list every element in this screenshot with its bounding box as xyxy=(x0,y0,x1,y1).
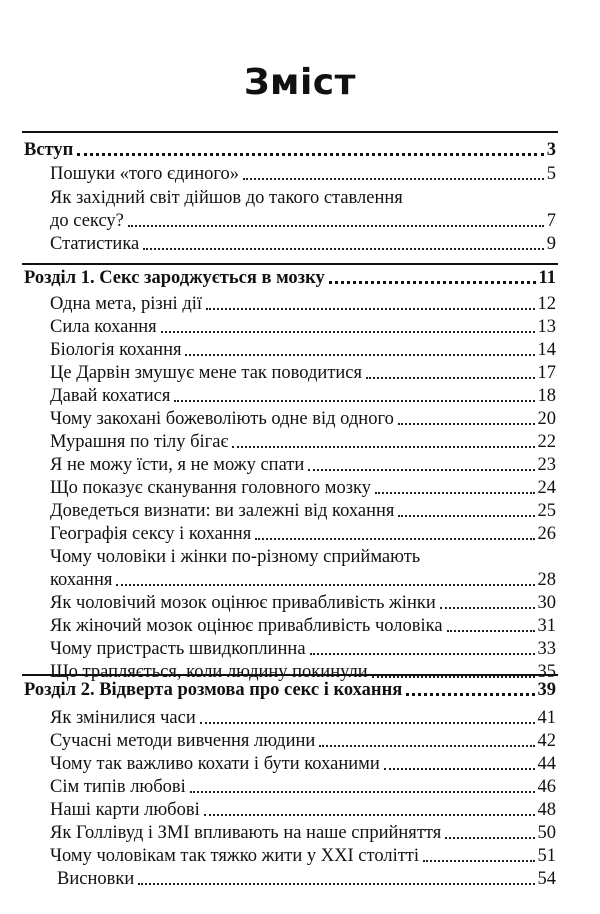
toc-page-number: 17 xyxy=(537,363,556,383)
toc-entry-label: Сучасні методи вивчення людини xyxy=(50,731,316,751)
toc-page-number: 24 xyxy=(537,478,556,498)
toc-entry[interactable] xyxy=(50,384,556,408)
divider xyxy=(22,263,558,265)
toc-heading-label: Вступ xyxy=(24,140,74,160)
toc-heading-label: Розділ 2. Відверта розмова про секс і кохання xyxy=(24,680,403,700)
toc-entry[interactable] xyxy=(50,591,556,615)
toc-heading-chapter-1[interactable] xyxy=(24,266,556,290)
toc-page-number: 44 xyxy=(537,754,556,774)
toc-entry[interactable] xyxy=(50,637,556,661)
toc-heading-label: Розділ 1. Секс зароджується в мозку xyxy=(24,268,325,288)
toc-entry-label: Чому чоловіки і жінки по-різному сприймають xyxy=(50,547,421,567)
divider xyxy=(22,131,558,133)
toc-page-number: 28 xyxy=(537,570,556,590)
dot-leader xyxy=(138,883,534,885)
toc-page-number: 50 xyxy=(537,823,556,843)
toc-entry-label: Як чоловічий мозок оцінює привабливість жінки xyxy=(50,593,436,613)
toc-heading-intro[interactable] xyxy=(24,138,556,162)
toc-entry[interactable] xyxy=(50,522,556,546)
toc-page-number: 14 xyxy=(537,340,556,360)
toc-heading-chapter-2[interactable] xyxy=(24,678,556,702)
toc-entry-label: Давай кохатися xyxy=(50,386,171,406)
toc-entry[interactable] xyxy=(50,453,556,477)
dot-leader xyxy=(406,693,534,696)
dot-leader xyxy=(445,837,534,839)
dot-leader xyxy=(384,768,535,770)
toc-entry-label: Біологія кохання xyxy=(50,340,182,360)
toc-entry[interactable] xyxy=(50,545,556,569)
dot-leader xyxy=(143,248,544,250)
toc-entry[interactable] xyxy=(50,338,556,362)
toc-entry-label: Чому так важливо кохати і бути коханими xyxy=(50,754,380,774)
toc-entry[interactable] xyxy=(50,232,556,256)
toc-entry-label: Мурашня по тілу бігає xyxy=(50,432,229,452)
dot-leader xyxy=(398,515,534,517)
toc-entry-label: Пошуки «того єдиного» xyxy=(50,164,239,184)
toc-entry-label: Що показує сканування головного мозку xyxy=(50,478,372,498)
toc-entry[interactable] xyxy=(50,706,556,730)
toc-page-number: 41 xyxy=(537,708,556,728)
dot-leader xyxy=(243,178,544,180)
toc-entry-label: Сім типів любові xyxy=(50,777,186,797)
toc-page-number: 9 xyxy=(546,234,556,254)
toc-entry[interactable] xyxy=(50,361,556,385)
toc-page-number: 51 xyxy=(537,846,556,866)
dot-leader xyxy=(375,492,534,494)
dot-leader xyxy=(161,331,535,333)
toc-page-number: 33 xyxy=(537,639,556,659)
dot-leader xyxy=(116,584,534,586)
toc-entry-label: Доведеться визнати: ви залежні від кохання xyxy=(50,501,395,521)
toc-page-number: 13 xyxy=(537,317,556,337)
toc-entry-label: Чому чоловікам так тяжко жити у XXI столітті xyxy=(50,846,420,866)
toc-page-number: 23 xyxy=(537,455,556,475)
toc-page-number: 26 xyxy=(537,524,556,544)
toc-entry[interactable] xyxy=(50,476,556,500)
toc-entry[interactable] xyxy=(50,775,556,799)
toc-entry-label: Географія сексу і кохання xyxy=(50,524,252,544)
dot-leader xyxy=(310,653,535,655)
dot-leader xyxy=(423,860,534,862)
toc-entry-label: Це Дарвін змушує мене так поводитися xyxy=(50,363,363,383)
dot-leader xyxy=(440,607,535,609)
dot-leader xyxy=(185,354,534,356)
toc-entry[interactable] xyxy=(50,752,556,776)
dot-leader xyxy=(447,630,535,632)
toc-entry-label: кохання xyxy=(50,570,113,590)
toc-entry-label: Статистика xyxy=(50,234,140,254)
toc-entry[interactable] xyxy=(50,568,556,592)
dot-leader xyxy=(128,225,544,227)
toc-page-number: 5 xyxy=(546,164,556,184)
toc-page-number: 11 xyxy=(538,268,556,288)
toc-page-number: 39 xyxy=(537,680,556,700)
toc-entry-label: Що трапляється, коли людину покинули xyxy=(50,662,368,682)
toc-page-number: 48 xyxy=(537,800,556,820)
toc-page-number: 22 xyxy=(537,432,556,452)
toc-entry-label: Чому пристрасть швидкоплинна xyxy=(50,639,306,659)
toc-entry[interactable] xyxy=(50,614,556,638)
dot-leader xyxy=(200,722,535,724)
toc-page-number: 20 xyxy=(537,409,556,429)
toc-entry-label: Як західний світ дійшов до такого ставлення xyxy=(50,188,403,208)
toc-entry-label: Чому закохані божеволіють одне від одного xyxy=(50,409,394,429)
toc-page-number: 46 xyxy=(537,777,556,797)
toc-page-number: 18 xyxy=(537,386,556,406)
toc-entry[interactable] xyxy=(50,798,556,822)
toc-entry-label: Наші карти любові xyxy=(50,800,200,820)
toc-page-number: 54 xyxy=(537,869,556,889)
dot-leader xyxy=(308,469,534,471)
toc-entry[interactable] xyxy=(50,292,556,316)
toc-entry[interactable] xyxy=(50,844,556,868)
dot-leader xyxy=(232,446,534,448)
dot-leader xyxy=(398,423,535,425)
dot-leader xyxy=(190,791,535,793)
toc-page-number: 31 xyxy=(537,616,556,636)
dot-leader xyxy=(329,281,536,284)
dot-leader xyxy=(366,377,534,379)
toc-entry-label: Одна мета, різні дії xyxy=(50,294,203,314)
toc-entry-label: Як Голлівуд і ЗМІ впливають на наше сприйняття xyxy=(50,823,442,843)
toc-entry[interactable] xyxy=(50,186,556,210)
toc-entry[interactable] xyxy=(50,499,556,523)
toc-entry[interactable] xyxy=(50,407,556,431)
dot-leader xyxy=(206,308,534,310)
toc-page-number: 30 xyxy=(537,593,556,613)
toc-entry[interactable] xyxy=(50,315,556,339)
toc-page-number: 7 xyxy=(546,211,556,231)
dot-leader xyxy=(255,538,534,540)
toc-entry-label: до сексу? xyxy=(50,211,124,231)
dot-leader xyxy=(319,745,534,747)
toc-page-number: 42 xyxy=(537,731,556,751)
toc-entry[interactable] xyxy=(50,162,556,186)
toc-entry-label: Я не можу їсти, я не можу спати xyxy=(50,455,305,475)
page-title: Зміст xyxy=(243,62,357,103)
toc-page-number: 35 xyxy=(537,662,556,682)
dot-leader xyxy=(204,814,535,816)
toc-entry[interactable] xyxy=(50,209,556,233)
toc-entry-label: Як змінилися часи xyxy=(50,708,196,728)
toc-entry-label: Сила кохання xyxy=(50,317,157,337)
toc-entry-label: Як жіночий мозок оцінює привабливість чоловіка xyxy=(50,616,443,636)
toc-entry[interactable] xyxy=(50,821,556,845)
toc-entry-label: Висновки xyxy=(57,869,135,889)
toc-entry[interactable] xyxy=(50,729,556,753)
dot-leader xyxy=(77,153,543,156)
toc-page-number: 3 xyxy=(546,140,556,160)
toc-entry[interactable] xyxy=(57,867,556,891)
toc-entry[interactable] xyxy=(50,430,556,454)
dot-leader xyxy=(174,400,534,402)
toc-page-number: 12 xyxy=(537,294,556,314)
toc-page-number: 25 xyxy=(537,501,556,521)
